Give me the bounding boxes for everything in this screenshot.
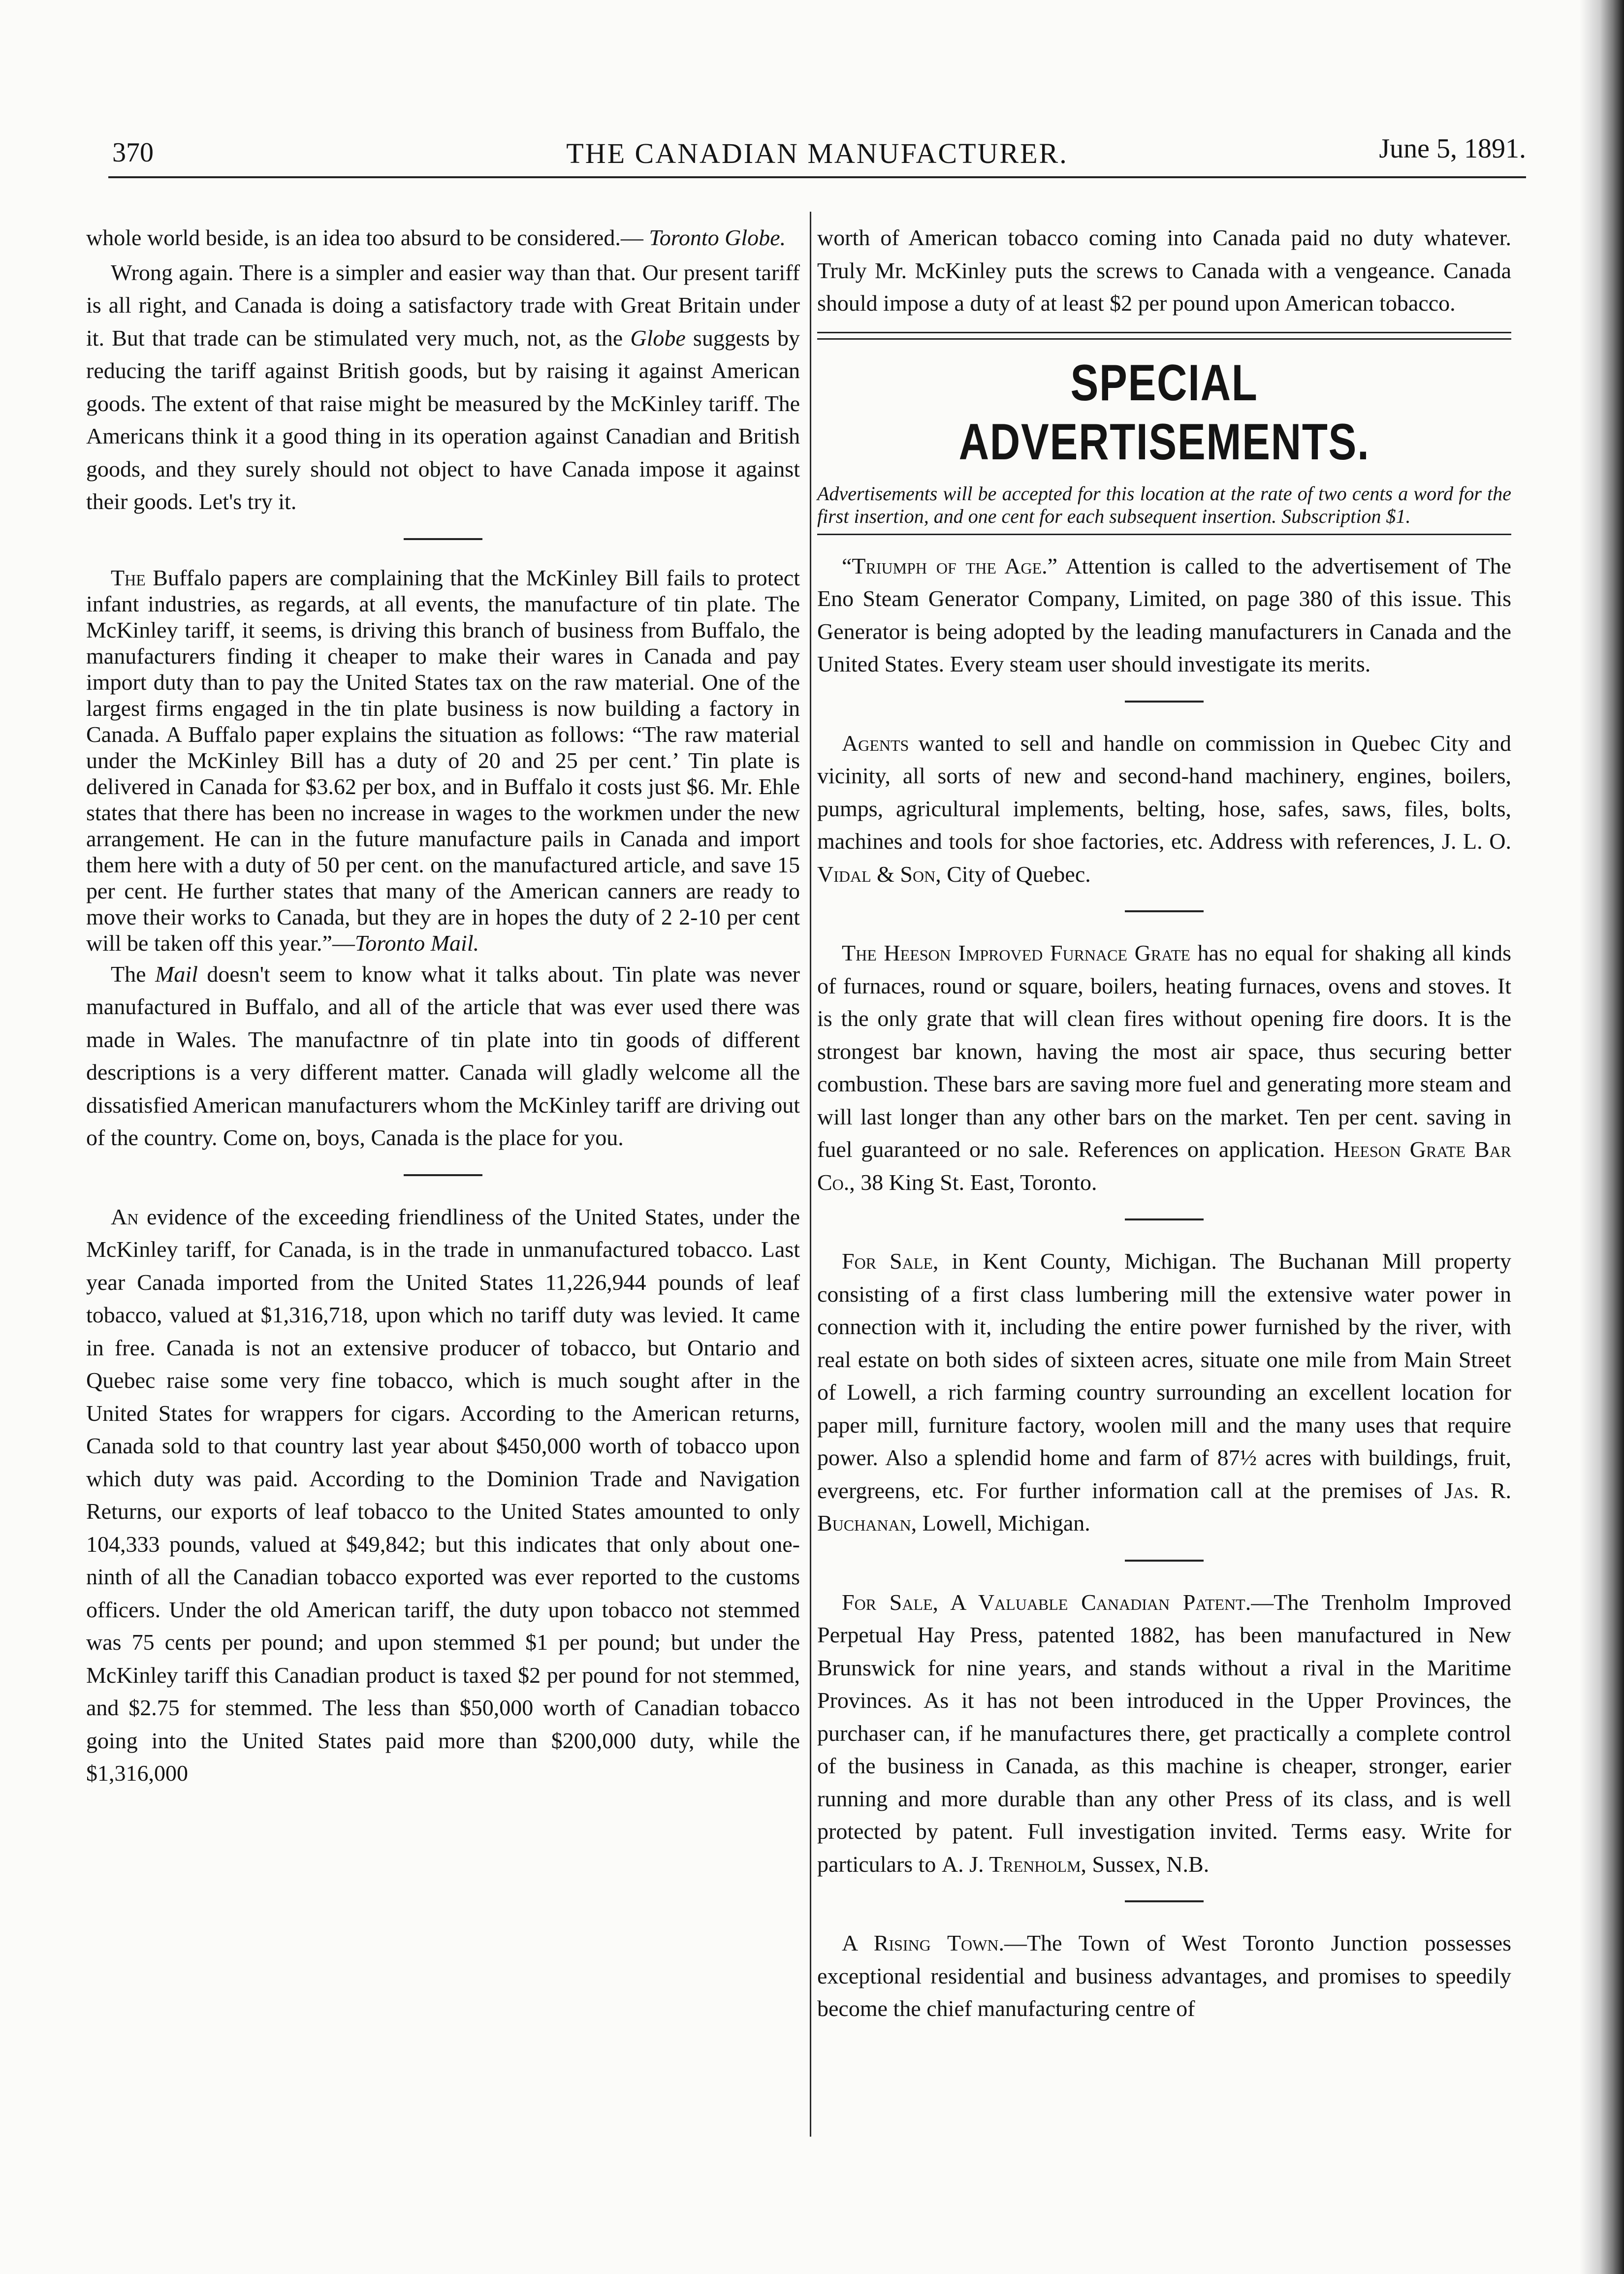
page-number: 370 — [112, 137, 154, 168]
ad-buchanan-mill — [817, 1245, 1511, 1540]
source-citation: Toronto Globe. — [649, 225, 786, 250]
advertiser-name: Heeson Grate Bar Co. — [817, 1137, 1511, 1195]
article-buffalo-tin-plate — [86, 565, 800, 956]
paragraph-text: The — [111, 961, 156, 987]
ad-text: , Lowell, Michigan. — [911, 1510, 1090, 1536]
paragraph-text: evidence of the exceeding friendliness of the United States, under the McKinley tariff, for Canada, is in the trade in unmanufactured tobacco. Last year Canada imported from the United States 11,226,944 pounds of leaf tobacco, valued at $1,316,718, upon which no tariff duty was levied. It came in free. Canada is not an extensive producer of tobacco, but Ontario and Quebec raise some very fine tobacco, which is much sought after in the United States for wrappers for cigars. According to the American returns, Canada sold to that country last year about $450,000 worth of tobacco upon which duty was paid. According to the Dominion Trade and Navigation Returns, our exports of leaf tobacco to the United States amounted to only 104,333 pounds, valued at $49,842; but this indicates that only about one-ninth of all the Canadian tobacco exported was ever reported to the customs officers. Under the old American tariff, the duty upon tobacco not stemmed was 75 cents per pound; and upon stemmed $1 per pound; but under the McKinley tariff this Canadian product is taxed $2 per pound for not stemmed, and $2.75 for stemmed. The less than $50,000 worth of Canadian tobacco going into the United States paid more than $200,000 duty, while the $1,316,000 — [86, 1204, 800, 1786]
ad-divider — [1125, 910, 1204, 912]
ad-text: has no equal for shaking all kinds of furnaces, round or square, boilers, heating furnaces, ovens and stoves. It is the only grate that will clean fires without opening fire doors. It is the strongest bar known, having the most air space, thus securing better combustion. These bars are saving more fuel and generating more steam and will last longer than any other bars on the market. Ten per cent. saving in fuel guaranteed or no sale. References on application. — [817, 940, 1511, 1162]
ad-rising-town — [817, 1927, 1511, 2025]
ad-text: —The Town of West Toronto Junction possesses exceptional residential and business advantages, and promises to speedily become the chief manufacturing centre of — [817, 1930, 1511, 2021]
advertiser-name: J. L. O. Vidal & Son — [817, 829, 1511, 887]
paragraph-text: worth of American tobacco coming into Canada paid no duty whatever. Truly Mr. McKinley puts the screws to Canada with a vengeance. Canada should impose a duty of at least $2 per pound upon American tobacco. — [817, 225, 1511, 316]
ad-text: in Kent County, Michigan. The Buchanan Mill property consisting of a first class lumbering mill the extensive water power in connection with it, including the entire power furnished by the river, with real estate on both sides of sixteen acres, situate one mile from Main Street of Lowell, a rich farming country surrounding an excellent location for paper mill, furniture factory, woolen mill and the many uses that require power. Also a splendid home and farm of 87½ acres with buildings, fruit, evergreens, etc. For further information call at the premises of — [817, 1249, 1511, 1503]
newspaper-name: Globe — [630, 325, 686, 351]
source-citation: Toronto Mail. — [354, 930, 479, 956]
advertiser-name: A. J. Trenholm — [941, 1851, 1081, 1877]
ad-heading: For Sale, A Valuable Canadian Patent. — [842, 1589, 1251, 1615]
left-column — [86, 222, 800, 1792]
article-tobacco-continued — [817, 222, 1511, 320]
paragraph-text: doesn't seem to know what it talks about. Tin plate was never manufactured in Buffalo, and all of the article that was ever used there was made in Wales. The manufactnre of tin plate into tin goods of different descriptions is a very different matter. Canada will gladly welcome all the dissatisfied American manufacturers whom the McKinley tariff are driving out of the country. Come on, boys, Canada is the place for you. — [86, 961, 800, 1150]
ad-divider — [1125, 1218, 1204, 1220]
ad-heading: “Triumph of the Age.” — [842, 553, 1058, 578]
ad-text: , City of Quebec. — [935, 861, 1091, 887]
header-rule — [108, 176, 1526, 178]
lead-word: The — [111, 565, 146, 590]
ad-divider — [1125, 1560, 1204, 1562]
running-head — [108, 133, 1526, 176]
paragraph-text: whole world beside, is an idea too absurd to be considered.— — [86, 225, 643, 250]
paragraph-text: Wrong again. There is a simpler and easier way than that. Our present tariff is all right, and Canada is doing a satisfactory trade with Great Britain under it. But that trade can be stimulated very much, not, as the — [86, 259, 800, 351]
ad-heading: A Rising Town. — [842, 1930, 1005, 1955]
right-column — [817, 222, 1511, 2027]
article-globe-ending — [86, 222, 800, 255]
advertiser-name: Jas. R. Buchanan — [817, 1477, 1511, 1536]
ad-divider — [1125, 701, 1204, 703]
paragraph-text: Buffalo papers are complaining that the McKinley Bill fails to protect infant industries, as regards, at all events, the manufacture of tin plate. The McKinley tariff, it seems, is driving this branch of business from Buffalo, the manufacturers finding it cheaper to make their wares in Canada and pay import duty than to pay the United States tax on the raw material. One of the largest firms engaged in the tin plate business is now building a factory in Canada. A Buffalo paper explains the situation as follows: “The raw material under the McKinley Bill has a duty of 20 and 25 per cent.’ Tin plate is delivered in Canada for $3.62 per box, and in Buffalo it costs just $6. Mr. Ehle states that there has been no increase in wages to the workmen under the new arrangement. He can in the future manufacture pails in Canada and import them here with a duty of 50 per cent. on the manufactured article, and save 15 per cent. He further states that many of the American canners are ready to move their works to Canada, but they are in hopes the duty of 2 2-10 per cent will be taken off this year.”— — [86, 565, 800, 956]
ad-eno-steam-generator — [817, 550, 1511, 681]
section-divider — [404, 538, 482, 540]
ad-heeson-furnace-grate — [817, 937, 1511, 1199]
journal-title: THE CANADIAN MANUFACTURER. — [566, 137, 1068, 169]
article-mail-reply — [86, 958, 800, 1154]
double-rule — [817, 332, 1511, 340]
ad-text: Attention is called to the advertisement of The Eno Steam Generator Company, Limited, on page 380 of this issue. This Generator is being adopted by the leading manufacturers in Canada and the United States. Every steam user should investigate its merits. — [817, 553, 1511, 676]
lead-word: An — [111, 1204, 139, 1229]
issue-date: June 5, 1891. — [1379, 133, 1526, 164]
newspaper-name: Mail — [155, 961, 198, 987]
ad-heading: Agents — [842, 730, 909, 756]
section-rule — [817, 534, 1511, 535]
ad-text: —The Trenholm Improved Perpetual Hay Press, patented 1882, has been manufactured in New Brunswick for nine years, and stands without a rival in the Maritime Provinces. As it has not been introduced in the Upper Provinces, the purchaser can, if he manufactures there, get practically a complete control of the business in Canada, as this machine is cheaper, stronger, earier running and more durable than any other Press of its class, and is well protected by patent. Full investigation invited. Terms easy. Write for particulars to — [817, 1589, 1511, 1877]
page-binding-shadow — [1580, 0, 1624, 2274]
ad-canadian-patent — [817, 1586, 1511, 1881]
ad-agents-wanted — [817, 727, 1511, 891]
ad-divider — [1125, 1900, 1204, 1902]
ad-heading: For Sale, — [842, 1249, 939, 1274]
article-tobacco-trade — [86, 1201, 800, 1790]
ad-text: , 38 King St. East, Toronto. — [849, 1169, 1097, 1195]
ad-heading: The Heeson Improved Furnace Grate — [842, 940, 1190, 965]
article-wrong-again — [86, 256, 800, 518]
section-title: SPECIAL ADVERTISEMENTS. — [958, 354, 1370, 471]
ad-text: wanted to sell and handle on commission in Quebec City and vicinity, all sorts of new and second-hand machinery, engines, boilers, pumps, agricultural implements, belting, hose, safes, saws, files, bolts, machines and tools for shoe factories, etc. Address with references, — [817, 730, 1511, 854]
section-note: Advertisements will be accepted for this location at the rate of two cents a word for the first insertion, and one cent for each subsequent insertion. Subscription $1. — [817, 482, 1511, 527]
paragraph-text: suggests by reducing the tariff against British goods, but by raising it against American goods. The extent of that raise might be measured by the McKinley tariff. The Americans think it a good thing in its operation against Canadian and British goods, and they surely should not object to have Canada impose it against their goods. Let's try it. — [86, 325, 800, 514]
ad-text: , Sussex, N.B. — [1081, 1851, 1210, 1877]
column-divider — [810, 212, 811, 2137]
section-divider — [404, 1174, 482, 1176]
